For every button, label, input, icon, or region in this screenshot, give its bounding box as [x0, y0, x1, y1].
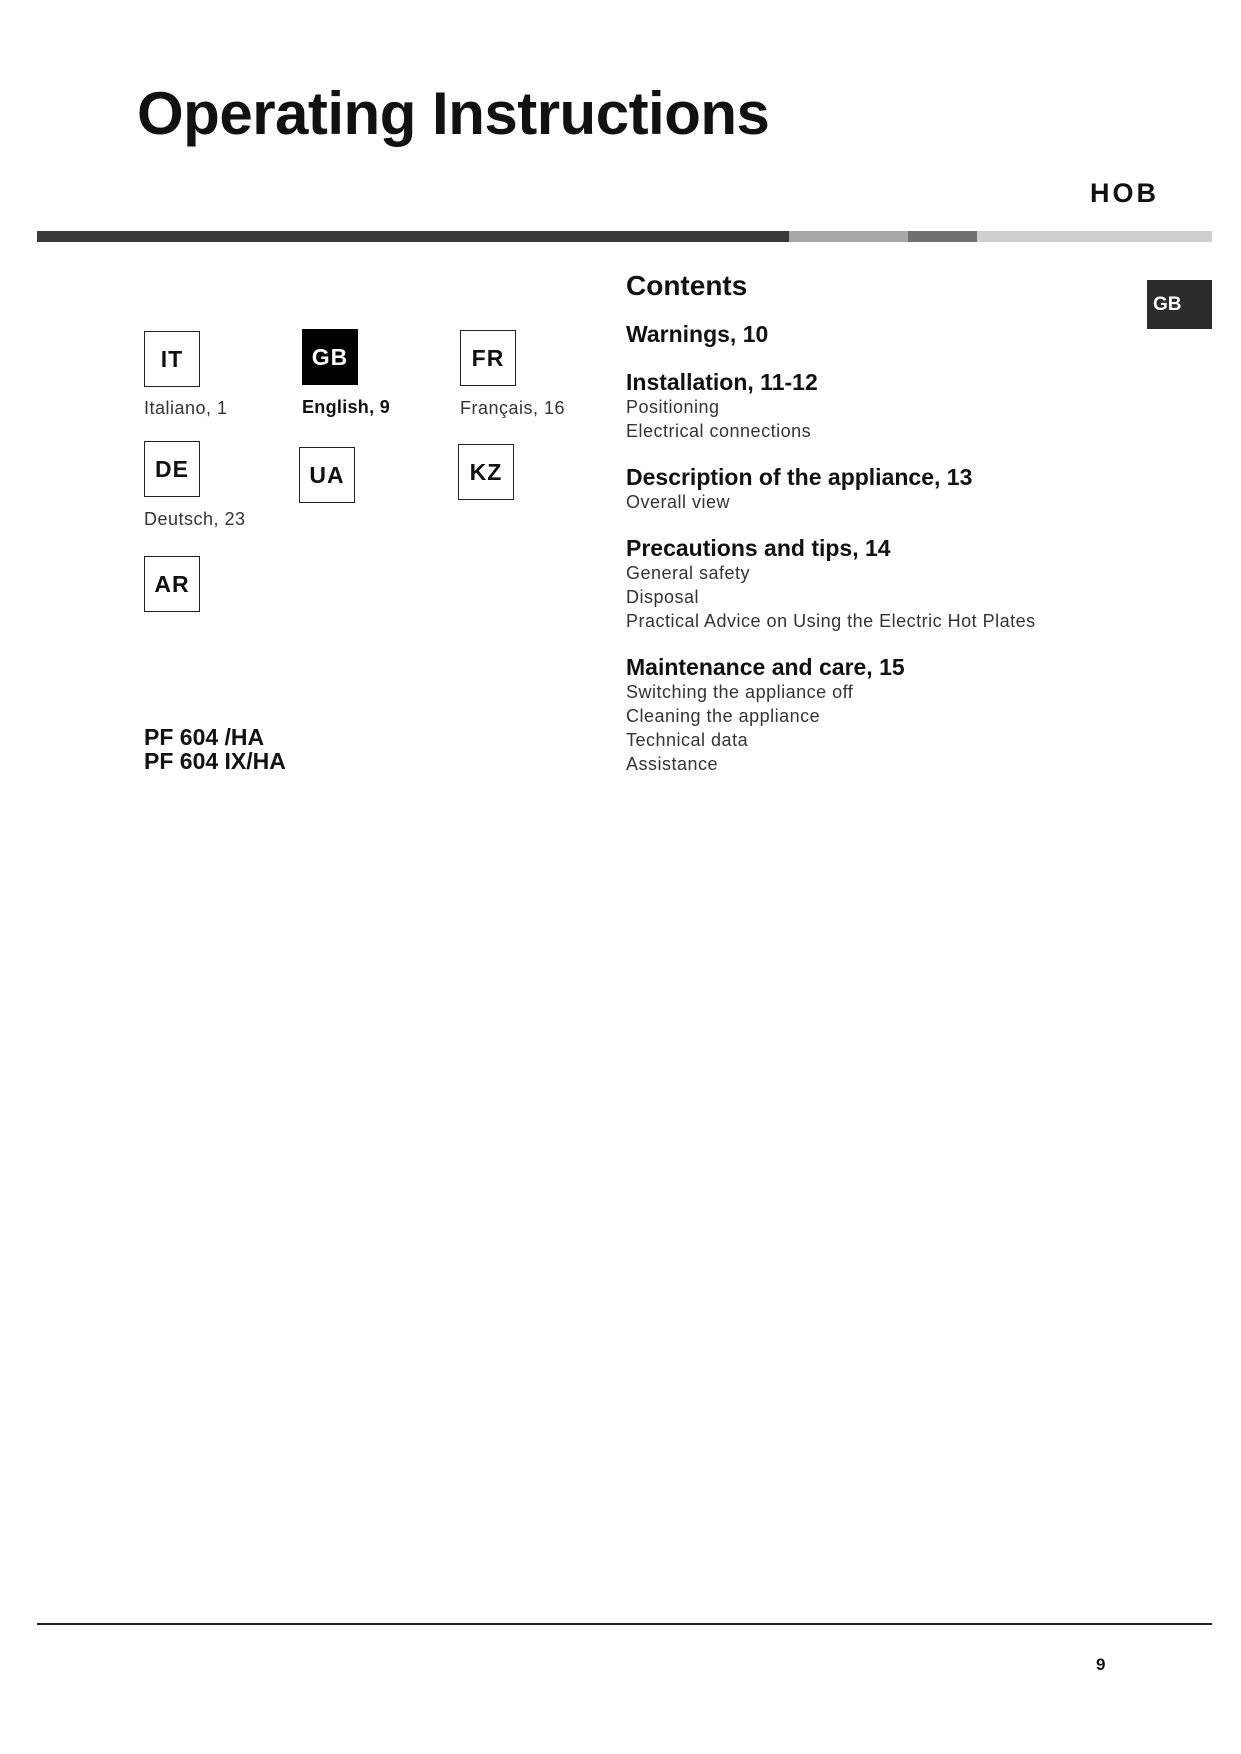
language-box-de[interactable]: DE — [144, 441, 200, 497]
product-category: HOB — [1090, 178, 1159, 208]
toc-item[interactable]: Positioning — [626, 397, 720, 417]
toc-section-warnings[interactable]: Warnings, 10 — [626, 321, 769, 347]
toc-item[interactable]: Cleaning the appliance — [626, 706, 821, 726]
language-box-kz[interactable]: KZ — [458, 444, 514, 500]
language-box-fr[interactable]: FR — [460, 330, 516, 386]
toc-item[interactable]: Overall view — [626, 492, 731, 512]
header-bar-segment — [789, 231, 908, 242]
toc-item[interactable]: Switching the appliance off — [626, 682, 854, 702]
toc-item[interactable]: Practical Advice on Using the Electric Hot Plates — [626, 611, 1036, 631]
language-label-it: Italiano, 1 — [144, 398, 228, 418]
toc-section-description[interactable]: Description of the appliance, 13 — [626, 464, 973, 490]
model-number: PF 604 IX/HA — [144, 748, 286, 774]
language-box-ua[interactable]: UA — [299, 447, 355, 503]
language-box-ar[interactable]: AR — [144, 556, 200, 612]
toc-item[interactable]: Technical data — [626, 730, 749, 750]
toc-item[interactable]: Assistance — [626, 754, 719, 774]
language-label-gb: English, 9 — [302, 397, 391, 417]
language-label-de: Deutsch, 23 — [144, 509, 246, 529]
language-box-gb[interactable]: GB — [302, 329, 358, 385]
language-label-fr: Français, 16 — [460, 398, 566, 418]
page-title: Operating Instructions — [137, 80, 770, 147]
header-bar-segment — [37, 231, 789, 242]
model-number: PF 604 /HA — [144, 724, 265, 750]
header-bar-segment — [977, 231, 1212, 242]
language-box-it[interactable]: IT — [144, 331, 200, 387]
toc-item[interactable]: Electrical connections — [626, 421, 812, 441]
toc-item[interactable]: General safety — [626, 563, 751, 583]
contents-heading: Contents — [626, 270, 748, 301]
page-number: 9 — [1096, 1655, 1106, 1674]
language-side-tab: GB — [1147, 280, 1212, 329]
footer-divider — [37, 1623, 1212, 1625]
toc-section-precautions[interactable]: Precautions and tips, 14 — [626, 535, 891, 561]
header-bar-segment — [908, 231, 977, 242]
toc-section-maintenance[interactable]: Maintenance and care, 15 — [626, 654, 905, 680]
toc-item[interactable]: Disposal — [626, 587, 700, 607]
toc-section-installation[interactable]: Installation, 11-12 — [626, 369, 818, 395]
